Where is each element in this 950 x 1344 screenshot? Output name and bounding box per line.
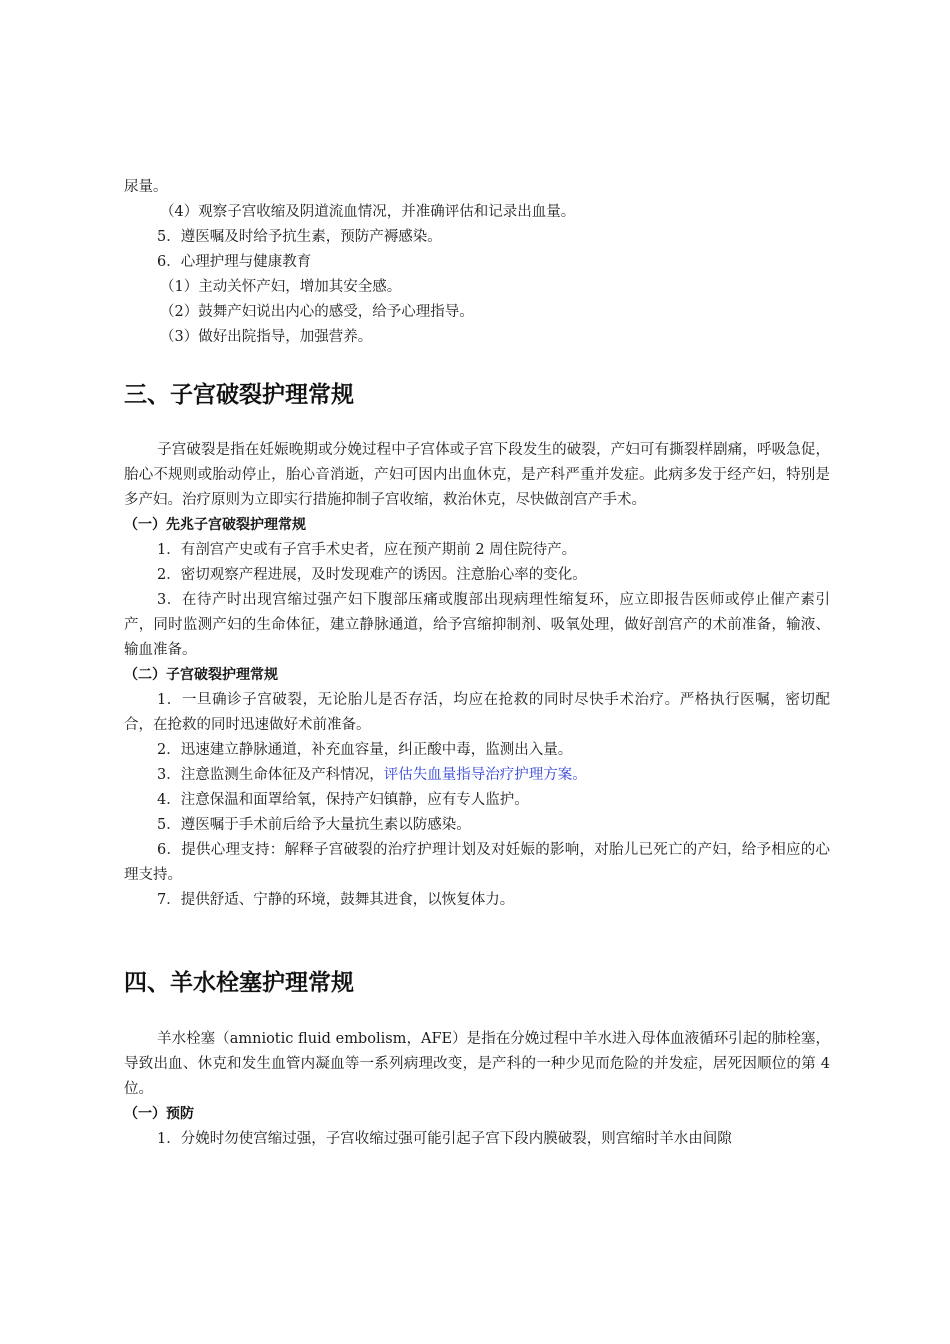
section4-body	[124, 1027, 830, 1152]
list-item-text: 3．注意监测生命体征及产科情况，	[157, 767, 384, 783]
intro-paragraph	[124, 438, 830, 513]
list-item: 1．有剖宫产史或有子宫手术史者，应在预产期前 2 周住院待产。	[157, 542, 577, 558]
list-item: 2．迅速建立静脉通道，补充血容量，纠正酸中毒，监测出入量。	[157, 742, 573, 758]
list-item-text: 6．提供心理支持：解释子宫破裂的治疗护理计划及对妊娠的影响，对胎儿已死亡的产妇，给予相应的心理支持。	[124, 842, 830, 883]
list-item: 2．密切观察产程进展，及时发现难产的诱因。注意胎心率的变化。	[157, 567, 587, 583]
list-item: 7．提供舒适、宁静的环境，鼓舞其进食，以恢复体力。	[157, 892, 515, 908]
text-line: 尿量。	[124, 179, 168, 195]
list-item	[124, 763, 830, 788]
list-item: 5．遵医嘱于手术前后给予大量抗生素以防感染。	[157, 817, 471, 833]
list-item	[124, 838, 830, 888]
text-line: （1）主动关怀产妇，增加其安全感。	[160, 279, 402, 295]
list-item	[124, 588, 830, 663]
section-title: 三、子宫破裂护理常规	[124, 382, 354, 408]
list-item-text: 3．在待产时出现宫缩过强产妇下腹部压痛或腹部出现病理性缩复环，应立即报告医师或停止催产素引产，同时监测产妇的生命体征，建立静脉通道，给予宫缩抑制剂、吸氧处理，做好剖宫产的术前准备，输液、输血准备。	[124, 592, 830, 658]
intro-text: 羊水栓塞（amniotic fluid embolism，AFE）是指在分娩过程中羊水进入母体血液循环引起的肺栓塞，导致出血、休克和发生血管内凝血等一系列病理改变，是产科的一种少见而危险的并发症，居死因顺位的第 4 位。	[124, 1031, 830, 1097]
text-line: （3）做好出院指导，加强营养。	[160, 329, 373, 345]
section3-body	[124, 438, 830, 913]
text-line: 6．心理护理与健康教育	[157, 254, 312, 270]
intro-paragraph	[124, 1027, 830, 1102]
list-item-text: 1．一旦确诊子宫破裂，无论胎儿是否存活，均应在抢救的同时尽快手术治疗。严格执行医嘱，密切配合，在抢救的同时迅速做好术前准备。	[124, 692, 830, 733]
text-line: （4）观察子宫收缩及阴道流血情况，并准确评估和记录出血量。	[160, 204, 576, 220]
intro-text: 子宫破裂是指在妊娠晚期或分娩过程中子宫体或子宫下段发生的破裂，产妇可有撕裂样剧痛，呼吸急促，胎心不规则或胎动停止，胎心音消逝，产妇可因内出血休克，是产科严重并发症。此病多发于经产妇，特别是多产妇。治疗原则为立即实行措施抑制子宫收缩，救治休克，尽快做剖宫产手术。	[124, 442, 830, 508]
list-item	[124, 688, 830, 738]
subsection-heading: （一）先兆子宫破裂护理常规	[124, 517, 306, 533]
section-title: 四、羊水栓塞护理常规	[124, 970, 354, 996]
subsection-heading: （一）预防	[124, 1106, 194, 1122]
text-line: （2）鼓舞产妇说出内心的感受，给予心理指导。	[160, 304, 474, 320]
list-item: 1．分娩时勿使宫缩过强，子宫收缩过强可能引起子宫下段内膜破裂，则宫缩时羊水由间隙	[157, 1131, 732, 1147]
text-line: 5．遵医嘱及时给予抗生素，预防产褥感染。	[157, 229, 442, 245]
subsection-heading: （二）子宫破裂护理常规	[124, 667, 278, 683]
hyperlink[interactable]: 评估失血量指导治疗护理方案。	[383, 767, 587, 783]
section2-tail	[124, 175, 830, 350]
list-item: 4．注意保温和面罩给氧，保持产妇镇静，应有专人监护。	[157, 792, 529, 808]
